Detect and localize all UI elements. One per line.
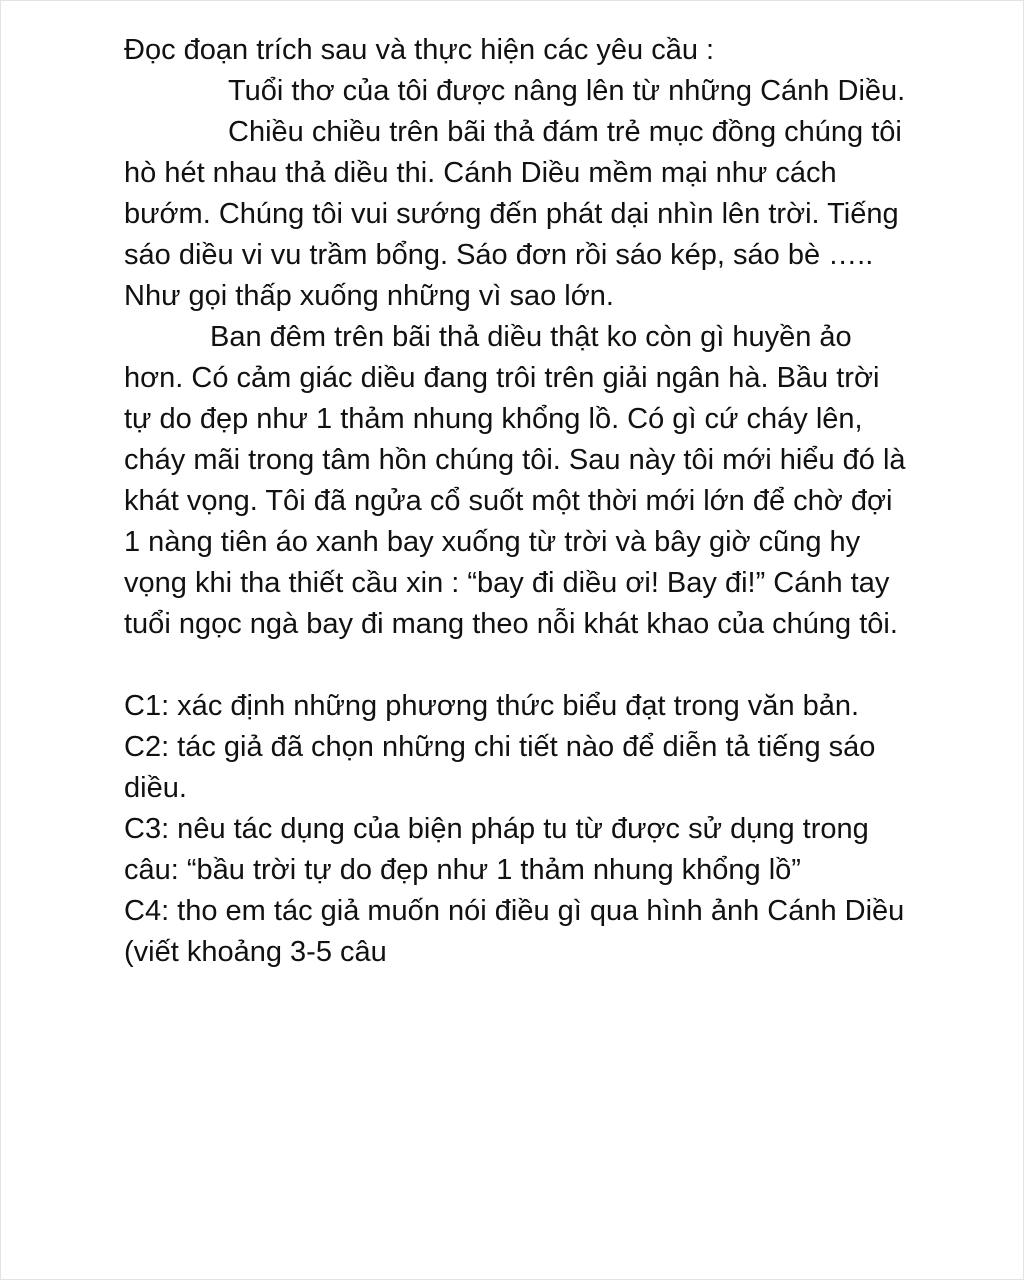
passage-paragraph-2: Chiều chiều trên bãi thả đám trẻ mục đồng chúng tôi hò hét nhau thả diều thi. Cánh Diều mềm mại như cách bướm. Chúng tôi vui sướng đến phát dại nhìn lên trời. Tiếng sáo diều vi vu trầm bổng. Sáo đơn rồi sáo kép, sáo bè ….. Như gọi thấp xuống những vì sao lớn.	[124, 116, 902, 312]
document-body	[124, 30, 914, 973]
instruction-text: Đọc đoạn trích sau và thực hiện các yêu cầu :	[124, 34, 715, 66]
passage-paragraph-3: Ban đêm trên bãi thả diều thật ko còn gì huyền ảo hơn. Có cảm giác diều đang trôi trên giải ngân hà. Bầu trời tự do đẹp như 1 thảm nhung khổng lồ. Có gì cứ cháy lên, cháy mãi trong tâm hồn chúng tôi. Sau này tôi mới hiểu đó là khát vọng. Tôi đã ngửa cổ suốt một thời mới lớn để chờ đợi 1 nàng tiên áo xanh bay xuống từ trời và bây giờ cũng hy vọng khi tha thiết cầu xin : “bay đi diều ơi! Bay đi!” Cánh tay tuổi ngọc ngà bay đi mang theo nỗi khát khao của chúng tôi.	[124, 321, 906, 640]
blank-line	[124, 645, 914, 686]
question-c3: C3: nêu tác dụng của biện pháp tu từ được sử dụng trong câu: “bầu trời tự do đẹp như 1 thảm nhung khổng lồ”	[124, 813, 869, 886]
question-c2: C2: tác giả đã chọn những chi tiết nào để diễn tả tiếng sáo diều.	[124, 731, 876, 804]
question-c4: C4: tho em tác giả muốn nói điều gì qua hình ảnh Cánh Diều (viết khoảng 3-5 câu	[124, 895, 905, 968]
passage-paragraph-1: Tuổi thơ của tôi được nâng lên từ những Cánh Diều.	[228, 75, 906, 107]
question-c1: C1: xác định những phương thức biểu đạt trong văn bản.	[124, 690, 860, 722]
